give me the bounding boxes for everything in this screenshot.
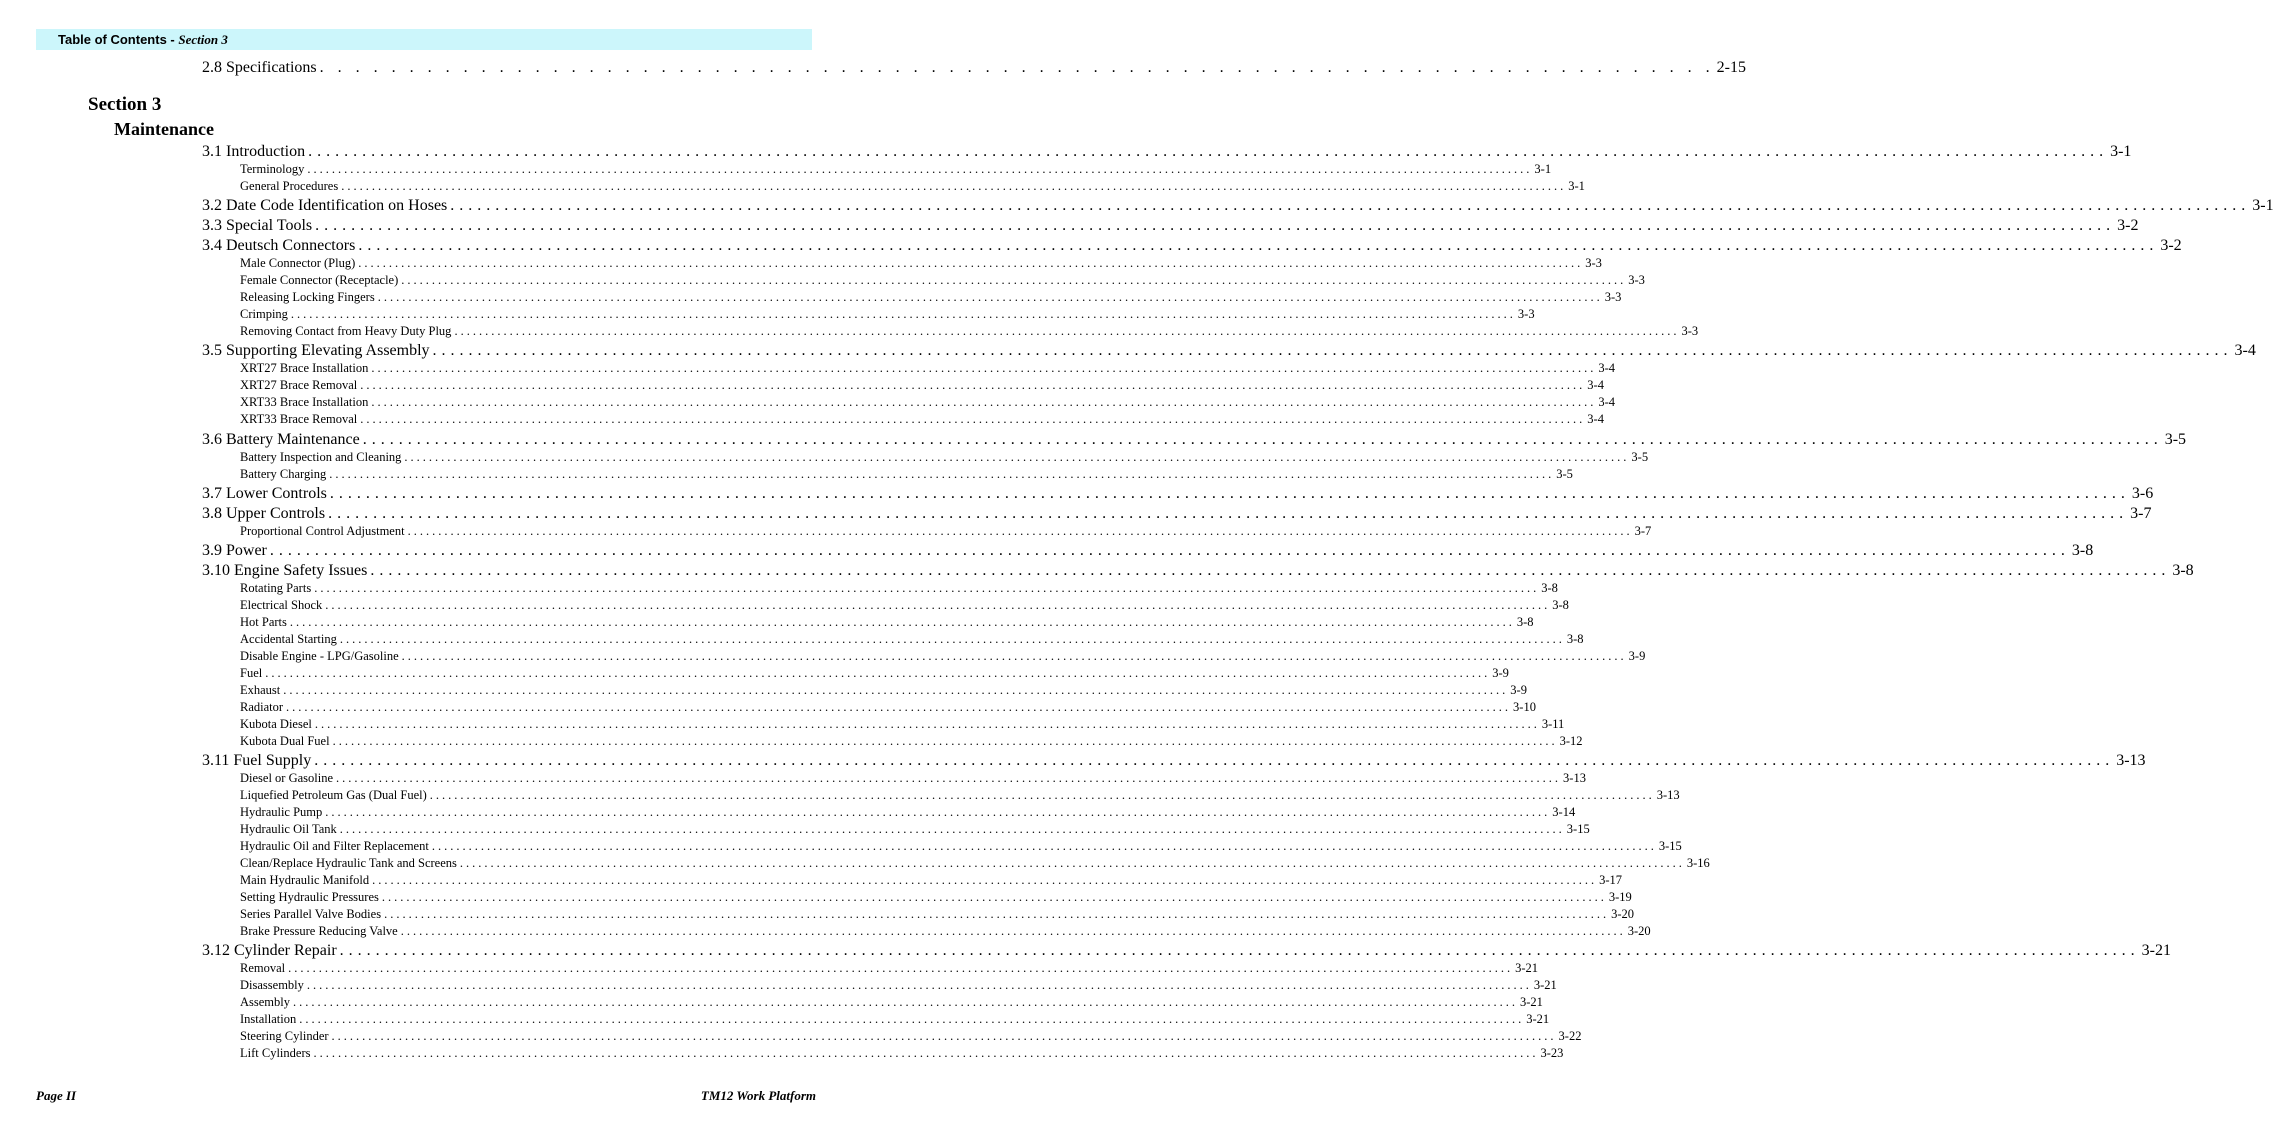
toc-entry-page: 3-21 [1533, 978, 1557, 993]
toc-leader-dots: ........................................................................................................................................................................................................ [314, 717, 1540, 731]
toc-entry-label: Terminology [240, 162, 305, 176]
toc-entry-page: 3-14 [1552, 805, 1576, 820]
toc-entry-page: 3-4 [2234, 342, 2256, 360]
toc-subentry[interactable] [240, 615, 1534, 632]
toc-subentry[interactable] [240, 788, 1680, 805]
toc-entry-label: 3.9 Power [202, 542, 267, 559]
toc-entry-label: Female Connector (Receptacle) [240, 273, 399, 288]
toc-entry-page: 3-4 [1598, 361, 1616, 376]
toc-entry-page: 3-2 [2160, 237, 2182, 255]
toc-leader-dots: ........................................................................................................................................................................................................ [358, 237, 2159, 255]
toc-leader-dots: . . . . . . . . . . . . . . . . . . . . . . . . . . . . . . . . . . . . . . . . . . . . . . . . . . . . . . . . . . . . . . . . . . . . . . . . . . . . . . [319, 59, 1715, 76]
toc-entry-page: 3-5 [1631, 449, 1649, 464]
toc-leader-dots: ........................................................................................................................................................................................................ [329, 484, 2130, 502]
toc-leader-dots: ........................................................................................................................................................................................................ [331, 1029, 1557, 1044]
toc-entry-label: XRT27 Brace Installation [240, 361, 369, 376]
toc-entry-page: 3-7 [2130, 504, 2152, 522]
toc-leader-dots: ........................................................................................................................................................................................................ [269, 542, 2070, 559]
toc-entry-page: 3-3 [1585, 256, 1602, 271]
toc-entry-label: Hydraulic Oil and Filter Replacement [240, 839, 429, 854]
toc-leader-dots: ........................................................................................................................................................................................................ [377, 290, 1603, 305]
toc-subentry[interactable] [240, 179, 1585, 196]
toc-subentry[interactable] [240, 978, 1557, 995]
toc-subentry[interactable] [240, 361, 1616, 378]
toc-entry-page: 3-21 [1520, 995, 1543, 1010]
toc-subentry[interactable] [240, 1012, 1550, 1029]
toc-leader-dots: ........................................................................................................................................................................................................ [313, 1046, 1539, 1061]
toc-subentry[interactable] [240, 683, 1527, 700]
toc-entry-page: 3-4 [1587, 378, 1604, 393]
toc-entry-label: 3.5 Supporting Elevating Assembly [202, 342, 430, 360]
toc-entry-page: 3-4 [1598, 395, 1616, 410]
toc-entry-page: 3-13 [1563, 771, 1586, 786]
toc-leader-dots: ........................................................................................................................................................................................................ [314, 581, 1540, 595]
toc-entry-label: Removal [240, 961, 286, 976]
toc-entry-label: Releasing Locking Fingers [240, 290, 375, 305]
toc-entry-page: 3-5 [2164, 430, 2187, 448]
toc-entry-page: 3-13 [1656, 788, 1680, 803]
toc-leader-dots: ........................................................................................................................................................................................................ [401, 273, 1627, 288]
toc-entry-page: 3-19 [1608, 890, 1632, 905]
toc-leader-dots: ........................................................................................................................................................................................................ [286, 700, 1512, 714]
toc-entry-label: Radiator [240, 700, 284, 714]
toc-entry-label: Hydraulic Oil Tank [240, 822, 337, 837]
section-subtitle: Maintenance [114, 119, 214, 139]
toc-leader-dots: ........................................................................................................................................................................................................ [401, 649, 1627, 663]
toc-leader-dots: ........................................................................................................................................................................................................ [314, 752, 2115, 770]
toc-subentry[interactable] [240, 273, 1645, 290]
toc-entry-label: Assembly [240, 995, 290, 1010]
toc-entry-page: 3-21 [2141, 942, 2171, 960]
toc-subentry[interactable] [240, 924, 1651, 941]
toc-leader-dots: ........................................................................................................................................................................................................ [360, 412, 1586, 427]
toc-subentry[interactable] [240, 290, 1622, 307]
toc-entry-label: Battery Charging [240, 466, 327, 481]
toc-entry-page: 3-3 [1517, 307, 1535, 322]
toc-leader-dots: ........................................................................................................................................................................................................ [329, 466, 1555, 481]
toc-entry-page: 3-17 [1599, 873, 1623, 888]
toc-subentry[interactable] [240, 734, 1583, 751]
toc-leader-dots: ........................................................................................................................................................................................................ [288, 961, 1514, 976]
toc-leader-dots: ........................................................................................................................................................................................................ [372, 873, 1598, 888]
toc-subentry[interactable] [240, 412, 1604, 429]
toc-entry-label: Accidental Starting [240, 632, 337, 646]
toc-entry-page: 3-9 [1628, 649, 1646, 663]
toc-entry-page: 3-1 [2252, 197, 2274, 215]
toc-entry-prev[interactable] [202, 59, 1746, 79]
toc-entry[interactable] [202, 752, 2146, 772]
toc-subentry[interactable] [240, 700, 1536, 717]
toc-entry-page: 3-8 [1516, 615, 1534, 629]
toc-entry[interactable] [202, 562, 2194, 582]
toc-leader-dots: ........................................................................................................................................................................................................ [290, 307, 1516, 322]
toc-subentry[interactable] [240, 598, 1569, 615]
toc-entry-label: Fuel [240, 666, 263, 680]
toc-leader-dots: ........................................................................................................................................................................................................ [315, 217, 2116, 235]
toc-leader-dots: ........................................................................................................................................................................................................ [325, 598, 1551, 612]
toc-leader-dots: ........................................................................................................................................................................................................ [328, 504, 2129, 522]
toc-entry-label: Brake Pressure Reducing Valve [240, 924, 398, 939]
toc-subentry[interactable] [240, 162, 1552, 179]
toc-entry-label: 3.11 Fuel Supply [202, 752, 312, 770]
toc-entry-page: 3-15 [1658, 839, 1682, 854]
toc-entry-label: XRT33 Brace Removal [240, 412, 358, 427]
toc-entry-label: Disable Engine - LPG/Gasoline [240, 649, 399, 663]
toc-entry-page: 3-3 [1681, 324, 1699, 339]
toc-entry-label: Setting Hydraulic Pressures [240, 890, 379, 905]
toc-entry-label: Liquefied Petroleum Gas (Dual Fuel) [240, 788, 427, 803]
toc-entry-label: General Procedures [240, 179, 339, 193]
toc-subentry[interactable] [240, 523, 1652, 541]
toc-entry-page: 3-13 [2116, 752, 2146, 770]
toc-entry-page: 3-9 [1492, 666, 1509, 680]
section-title: Section 3 [88, 94, 162, 115]
toc-subentry[interactable] [240, 324, 1699, 341]
toc-entry-label: XRT27 Brace Removal [240, 378, 358, 393]
toc-entry[interactable] [202, 342, 2256, 362]
toc-entry-page: 3-8 [2172, 562, 2194, 579]
toc-subentry[interactable] [240, 632, 1584, 649]
toc-leader-dots: ........................................................................................................................................................................................................ [265, 666, 1491, 680]
toc-entry-page: 3-6 [2131, 484, 2154, 502]
toc-entry-page: 3-21 [1515, 961, 1539, 976]
toc-subentry[interactable] [240, 307, 1535, 324]
toc-entry-label: Lift Cylinders [240, 1046, 311, 1061]
toc-entry[interactable] [202, 197, 2274, 217]
toc-entry-label: 3.6 Battery Maintenance [202, 430, 360, 448]
toc-subentry[interactable] [240, 395, 1616, 412]
toc-entry-label: 3.1 Introduction [202, 143, 306, 160]
toc-leader-dots: ........................................................................................................................................................................................................ [371, 361, 1597, 376]
toc-entry-page: 3-1 [1534, 162, 1552, 176]
toc-leader-dots: ........................................................................................................................................................................................................ [325, 805, 1551, 820]
toc-subentry[interactable] [240, 822, 1590, 839]
toc-entry-label: Exhaust [240, 683, 281, 697]
toc-subentry[interactable] [240, 378, 1604, 395]
toc-subentry[interactable] [240, 717, 1565, 734]
toc-entry-page: 3-8 [2071, 542, 2094, 559]
toc-entry-page: 3-22 [1558, 1029, 1582, 1044]
toc-entry-page: 3-3 [1628, 273, 1645, 288]
toc-leader-dots: ........................................................................................................................................................................................................ [360, 378, 1586, 393]
toc-entry-label: 3.7 Lower Controls [202, 484, 327, 502]
toc-entry-page: 3-3 [1604, 290, 1622, 305]
toc-entry-page: 3-10 [1513, 700, 1536, 714]
toc-entry-label: Main Hydraulic Manifold [240, 873, 370, 888]
toc-entry-page: 3-5 [1556, 466, 1573, 481]
toc-entry-page: 3-7 [1634, 523, 1652, 538]
toc-leader-dots: ........................................................................................................................................................................................................ [371, 395, 1597, 410]
footer-document-title: TM12 Work Platform [700, 1088, 816, 1103]
toc-subentry[interactable] [240, 995, 1543, 1012]
toc-subentry[interactable] [240, 666, 1509, 683]
toc-entry-label: Rotating Parts [240, 581, 312, 595]
toc-entry-label: 3.4 Deutsch Connectors [202, 237, 356, 255]
toc-leader-dots: ........................................................................................................................................................................................................ [362, 430, 2163, 448]
toc-entry-page: 2-15 [1716, 59, 1746, 76]
toc-leader-dots: ........................................................................................................................................................................................................ [293, 995, 1518, 1010]
toc-leader-dots: ........................................................................................................................................................................................................ [407, 523, 1633, 538]
toc-subentry[interactable] [240, 1029, 1582, 1046]
toc-entry-page: 3-2 [2117, 217, 2139, 235]
toc-entry-page: 3-8 [1566, 632, 1584, 646]
header-title-text: Table of Contents - [58, 32, 179, 47]
toc-entry-page: 3-8 [1541, 581, 1558, 595]
toc-entry-label: Electrical Shock [240, 598, 323, 612]
toc-entry-label: Kubota Dual Fuel [240, 734, 330, 748]
toc-entry[interactable] [202, 237, 2182, 257]
toc-leader-dots: ........................................................................................................................................................................................................ [307, 162, 1533, 176]
toc-leader-dots: ........................................................................................................................................................................................................ [370, 562, 2171, 579]
toc-entry-page: 3-16 [1686, 856, 1710, 871]
toc-subentry[interactable] [240, 449, 1649, 467]
toc-entry-label: 3.12 Cylinder Repair [202, 942, 337, 960]
toc-entry-page: 3-23 [1540, 1046, 1564, 1061]
toc-entry-label: Steering Cylinder [240, 1029, 329, 1044]
toc-entry-label: Disassembly [240, 978, 304, 993]
toc-entry-label: Removing Contact from Heavy Duty Plug [240, 324, 452, 339]
toc-subentry[interactable] [240, 805, 1576, 822]
toc-entry-page: 3-11 [1541, 717, 1565, 731]
toc-entry-label: Hot Parts [240, 615, 287, 629]
toc-entry-label: 3.2 Date Code Identification on Hoses [202, 197, 448, 215]
toc-entry[interactable] [202, 504, 2152, 525]
header-title [58, 30, 228, 49]
toc-entry-page: 3-4 [1587, 412, 1604, 427]
toc-leader-dots: ........................................................................................................................................................................................................ [332, 734, 1558, 748]
toc-entry-page: 3-15 [1566, 822, 1590, 837]
toc-entry-label: Male Connector (Plug) [240, 256, 356, 271]
header-section: Section 3 [178, 32, 228, 47]
toc-subentry[interactable] [240, 873, 1623, 890]
toc-leader-dots: ........................................................................................................................................................................................................ [429, 788, 1655, 803]
toc-leader-dots: ........................................................................................................................................................................................................ [306, 978, 1532, 993]
toc-entry-page: 3-9 [1510, 683, 1527, 697]
toc-leader-dots: ........................................................................................................................................................................................................ [432, 342, 2233, 360]
toc-leader-dots: ........................................................................................................................................................................................................ [336, 771, 1562, 786]
toc-entry[interactable] [202, 143, 2132, 163]
toc-entry-label: Diesel or Gasoline [240, 771, 334, 786]
toc-entry-page: 3-21 [1526, 1012, 1550, 1027]
toc-leader-dots: ........................................................................................................................................................................................................ [341, 179, 1567, 193]
toc-leader-dots: ........................................................................................................................................................................................................ [358, 256, 1584, 271]
toc-entry-label: Series Parallel Valve Bodies [240, 907, 382, 922]
toc-leader-dots: ........................................................................................................................................................................................................ [283, 683, 1509, 697]
toc-leader-dots: ........................................................................................................................................................................................................ [339, 942, 2140, 960]
toc-subentry[interactable] [240, 890, 1632, 907]
toc-entry[interactable] [202, 217, 2139, 237]
toc-leader-dots: ........................................................................................................................................................................................................ [431, 839, 1657, 854]
toc-leader-dots: ........................................................................................................................................................................................................ [339, 822, 1565, 837]
footer-page-number: Page II [36, 1088, 77, 1103]
toc-entry-label: 2.8 Specifications [202, 59, 317, 76]
toc-entry-label: XRT33 Brace Installation [240, 395, 369, 410]
toc-entry-page: 3-12 [1559, 734, 1583, 748]
toc-subentry[interactable] [240, 1046, 1564, 1063]
toc-leader-dots: ........................................................................................................................................................................................................ [450, 197, 2251, 215]
toc-leader-dots: ........................................................................................................................................................................................................ [384, 907, 1610, 922]
toc-entry-label: Installation [240, 1012, 297, 1027]
toc-subentry[interactable] [240, 839, 1682, 856]
toc-entry-page: 3-20 [1627, 924, 1651, 939]
toc-subentry[interactable] [240, 907, 1634, 924]
toc-leader-dots: ........................................................................................................................................................................................................ [400, 924, 1626, 939]
toc-leader-dots: ........................................................................................................................................................................................................ [289, 615, 1515, 629]
toc-subentry[interactable] [240, 649, 1646, 666]
toc-subentry[interactable] [240, 466, 1573, 484]
toc-leader-dots: ........................................................................................................................................................................................................ [299, 1012, 1525, 1027]
toc-entry-label: 3.3 Special Tools [202, 217, 313, 235]
toc-subentry[interactable] [240, 856, 1710, 873]
toc-entry-label: 3.10 Engine Safety Issues [202, 562, 368, 579]
toc-entry-label: Crimping [240, 307, 288, 322]
toc-entry-page: 3-20 [1611, 907, 1634, 922]
toc-entry-label: Battery Inspection and Cleaning [240, 449, 402, 464]
toc-leader-dots: ........................................................................................................................................................................................................ [459, 856, 1685, 871]
toc-subentry[interactable] [240, 771, 1586, 788]
toc-entry-label: Kubota Diesel [240, 717, 312, 731]
toc-entry[interactable] [202, 430, 2187, 451]
toc-entry-label: Proportional Control Adjustment [240, 523, 405, 538]
toc-entry[interactable] [202, 484, 2154, 505]
toc-leader-dots: ........................................................................................................................................................................................................ [454, 324, 1680, 339]
toc-entry-page: 3-1 [2110, 143, 2132, 160]
toc-entry-page: 3-8 [1552, 598, 1569, 612]
toc-entry-page: 3-1 [1568, 179, 1585, 193]
toc-leader-dots: ........................................................................................................................................................................................................ [339, 632, 1565, 646]
toc-leader-dots: ........................................................................................................................................................................................................ [308, 143, 2109, 160]
toc-leader-dots: ........................................................................................................................................................................................................ [404, 449, 1630, 464]
toc-leader-dots: ........................................................................................................................................................................................................ [381, 890, 1607, 905]
toc-subentry[interactable] [240, 581, 1558, 598]
toc-subentry[interactable] [240, 256, 1602, 273]
toc-entry-label: 3.8 Upper Controls [202, 504, 326, 522]
toc-entry[interactable] [202, 942, 2171, 962]
toc-entry-label: Hydraulic Pump [240, 805, 323, 820]
toc-entry[interactable] [202, 542, 2094, 562]
toc-entry-label: Clean/Replace Hydraulic Tank and Screens [240, 856, 457, 871]
toc-subentry[interactable] [240, 961, 1539, 978]
